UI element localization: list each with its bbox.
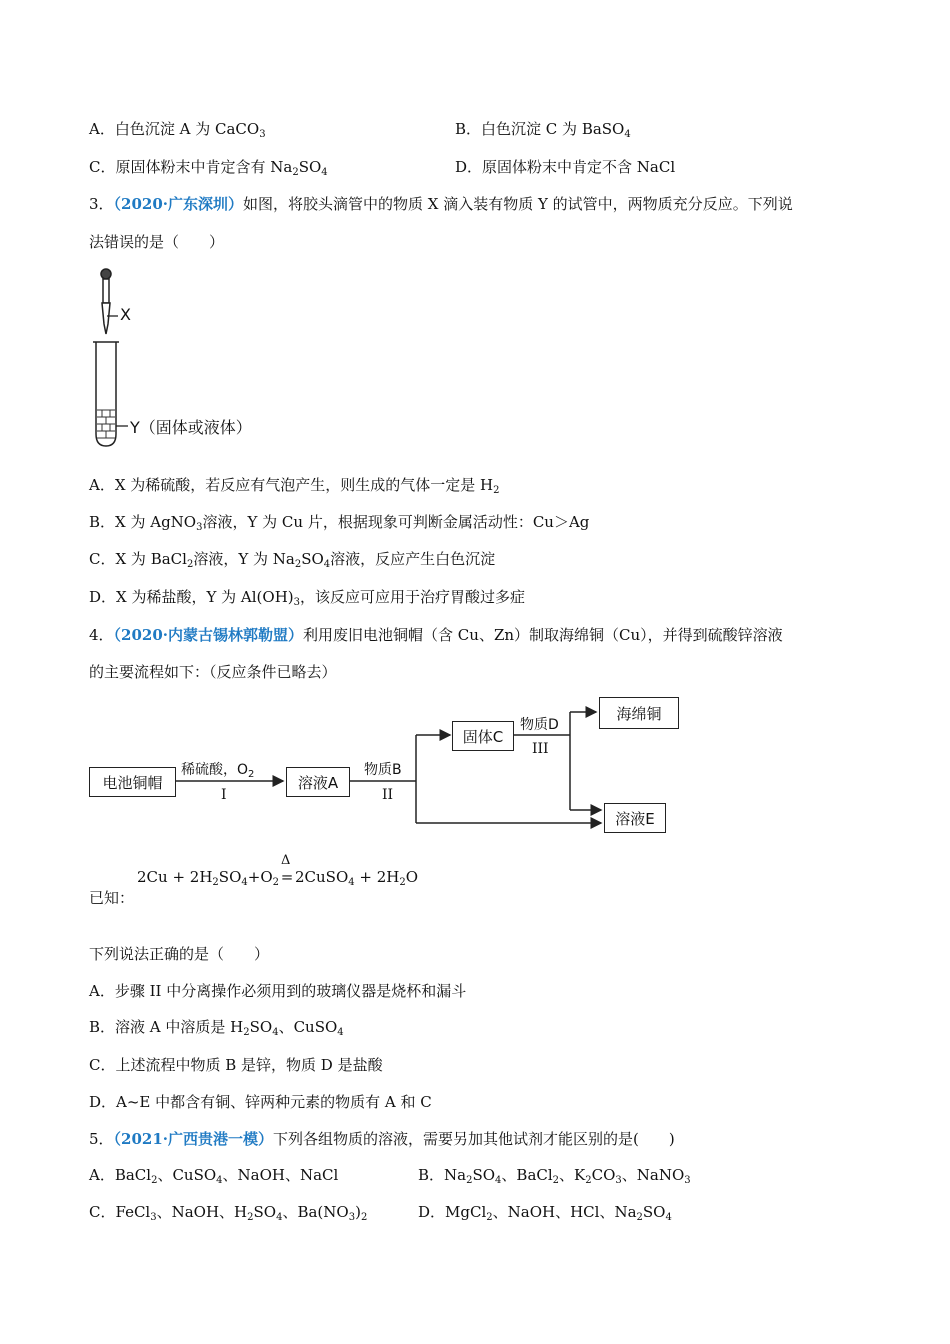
subscript: 2: [151, 1175, 158, 1186]
formula: CaCO: [214, 120, 260, 138]
question-stem: 利用废旧电池铜帽（含 Cu、Zn）制取海绵铜（Cu），并得到硫酸锌溶液: [303, 626, 783, 644]
subscript: 2: [294, 559, 302, 570]
subscript: 2: [585, 1175, 592, 1186]
q4-option-d: D．A~E 中都含有铜、锌两种元素的物质有 A 和 C: [89, 1093, 432, 1111]
option-text: 、NaNO: [621, 1166, 685, 1184]
q5-stem: [89, 1128, 675, 1150]
option-text: B．溶液 A 中溶质是 H: [89, 1018, 244, 1036]
option-text: B．Na: [418, 1166, 467, 1184]
subscript: 2: [186, 559, 194, 570]
flow-box-solution-a: 溶液A: [286, 767, 350, 797]
label-x: X: [120, 305, 131, 324]
subscript: 2: [636, 1212, 643, 1223]
subscript: 3: [259, 129, 266, 140]
option-text: SO: [301, 550, 324, 568]
subscript: 4: [216, 1175, 223, 1186]
dropper-tip: [102, 303, 110, 334]
q4-prompt: 下列说法正确的是（ ）: [89, 945, 270, 963]
subscript: 2: [493, 485, 500, 496]
option-text: C．原固体粉末中肯定含有: [89, 158, 271, 176]
equation-part: O: [405, 868, 419, 886]
option-text: 、NaOH、HCl、Na: [492, 1203, 637, 1221]
subscript: 4: [348, 877, 355, 888]
flow-box-sponge-copper: 海绵铜: [599, 697, 679, 729]
option-text: C．FeCl: [89, 1203, 151, 1221]
question-number: 4．: [89, 626, 114, 644]
formula: Na: [270, 158, 293, 176]
reagent-label-1: [181, 759, 254, 779]
option-text: D．MgCl: [418, 1203, 487, 1221]
q3-stem-line2: 法错误的是（ ）: [89, 233, 225, 251]
q3-option-a: [89, 474, 500, 496]
subscript: 2: [552, 1175, 560, 1186]
question-number: 5．: [89, 1130, 114, 1148]
option-text: SO: [642, 1203, 666, 1221]
q3-option-b: [89, 511, 589, 533]
subscript: 2: [486, 1212, 493, 1223]
subscript: 2: [272, 877, 279, 888]
subscript: 3: [348, 1212, 356, 1223]
q4-stem-line1: [89, 624, 783, 646]
option-text: 、K: [559, 1166, 586, 1184]
option-text: ，该反应可应用于治疗胃酸过多症: [300, 588, 526, 606]
reaction-equation: [137, 853, 419, 888]
subscript: 4: [624, 129, 631, 140]
subscript: 4: [495, 1175, 502, 1186]
question-source: （2021·广西贵港一模）: [113, 1130, 274, 1148]
subscript: 3: [196, 522, 203, 533]
q4-stem-line2: 的主要流程如下：（反应条件已略去）: [89, 663, 337, 681]
known-label: 已知：: [89, 889, 135, 907]
question-stem: 如图，将胶头滴管中的物质 X 滴入装有物质 Y 的试管中，两物质充分反应。下列说: [243, 195, 793, 213]
delta-symbol: Δ: [281, 853, 291, 868]
subscript: 2: [292, 167, 299, 178]
flow-box-battery-cap: 电池铜帽: [89, 767, 176, 797]
step-label-3: III: [532, 741, 549, 757]
subscript: 4: [665, 1212, 672, 1223]
option-text: SO: [472, 1166, 496, 1184]
option-text: 、CuSO: [157, 1166, 217, 1184]
question-stem: 下列各组物质的溶液，需要另加其他试剂才能区别的是( ): [273, 1130, 675, 1148]
equation-part: + 2H: [354, 868, 400, 886]
option-text: 溶液，Y 为 Cu 片，根据现象可判断金属活动性：Cu＞Ag: [202, 513, 590, 531]
option-text: A．白色沉淀 A 为: [89, 120, 215, 138]
process-flowchart: [0, 690, 700, 840]
option-text: ): [355, 1203, 361, 1221]
step-label-1: I: [221, 787, 227, 803]
q4-option-a: A．步骤 II 中分离操作必须用到的玻璃仪器是烧杯和漏斗: [89, 982, 467, 1000]
subscript: 3: [293, 597, 300, 608]
q4-option-b: [89, 1016, 344, 1038]
q3-option-d: [89, 586, 525, 608]
subscript: 2: [399, 877, 406, 888]
subscript: 2: [248, 769, 255, 780]
dropper-bulb: [101, 269, 111, 279]
option-text: CO: [591, 1166, 616, 1184]
q5-option-a: [89, 1164, 338, 1186]
subscript: 4: [323, 559, 331, 570]
option-text: 、NaOH、NaCl: [222, 1166, 339, 1184]
option-text: 、NaOH、H: [156, 1203, 248, 1221]
equation-part: SO: [218, 868, 242, 886]
label-y: Y（固体或液体）: [130, 418, 252, 437]
option-text: C．X 为 BaCl: [89, 550, 187, 568]
option-text: SO: [253, 1203, 277, 1221]
subscript: 2: [466, 1175, 473, 1186]
formula: BaSO: [581, 120, 625, 138]
q4-option-c: C．上述流程中物质 B 是锌，物质 D 是盐酸: [89, 1056, 383, 1074]
reagent-text: 稀硫酸，O: [181, 762, 249, 778]
option-text: D．X 为稀盐酸，Y 为 Al(OH): [89, 588, 294, 606]
option-text: 溶液，Y 为 Na: [193, 550, 295, 568]
q2-option-c: [89, 156, 328, 178]
q2-option-b: [455, 118, 631, 140]
subscript: 4: [321, 167, 328, 178]
dropper-neck: [103, 279, 109, 303]
subscript: 2: [247, 1212, 254, 1223]
equation-part: 2Cu + 2H: [137, 868, 213, 886]
subscript: 4: [337, 1027, 344, 1038]
formula: SO: [298, 158, 322, 176]
q2-option-d: [455, 156, 675, 178]
option-text: 、CuSO: [278, 1018, 338, 1036]
option-text: A．BaCl: [89, 1166, 152, 1184]
test-tube: [96, 342, 116, 446]
subscript: 4: [276, 1212, 283, 1223]
equation-part: +O: [247, 868, 273, 886]
option-text: 、Ba(NO: [282, 1203, 349, 1221]
reagent-label-3: 物质D: [520, 717, 559, 733]
equation-part: 2CuSO: [295, 868, 349, 886]
subscript: 3: [150, 1212, 157, 1223]
option-text: B．白色沉淀 C 为: [455, 120, 582, 138]
subscript: 3: [684, 1175, 691, 1186]
q5-option-c: [89, 1201, 367, 1223]
option-text: A．X 为稀硫酸，若反应有气泡产生，则生成的气体一定是 H: [89, 476, 494, 494]
q3-option-c: [89, 548, 495, 570]
option-text: D．原固体粉末中肯定不含 NaCl: [455, 158, 676, 176]
subscript: 4: [241, 877, 248, 888]
flow-box-solution-e: 溶液E: [604, 803, 666, 833]
q5-option-b: [418, 1164, 691, 1186]
q2-option-a: [89, 118, 266, 140]
q5-option-d: [418, 1201, 672, 1223]
option-text: 、BaCl: [501, 1166, 553, 1184]
subscript: 3: [615, 1175, 622, 1186]
question-source: （2020·内蒙古锡林郭勒盟）: [113, 626, 304, 644]
question-number: 3．: [89, 195, 114, 213]
q3-stem-line1: [89, 193, 793, 215]
subscript: 2: [212, 877, 219, 888]
subscript: 4: [272, 1027, 279, 1038]
subscript: 2: [360, 1212, 368, 1223]
heat-equals-sign: Δ =: [279, 866, 295, 888]
option-text: B．X 为 AgNO: [89, 513, 197, 531]
option-text: SO: [249, 1018, 273, 1036]
question-source: （2020·广东深圳）: [113, 195, 244, 213]
flow-box-solid-c: 固体C: [452, 721, 514, 751]
reagent-label-2: 物质B: [364, 762, 402, 778]
option-text: 溶液，反应产生白色沉淀: [330, 550, 496, 568]
step-label-2: II: [382, 787, 394, 803]
subscript: 2: [243, 1027, 250, 1038]
